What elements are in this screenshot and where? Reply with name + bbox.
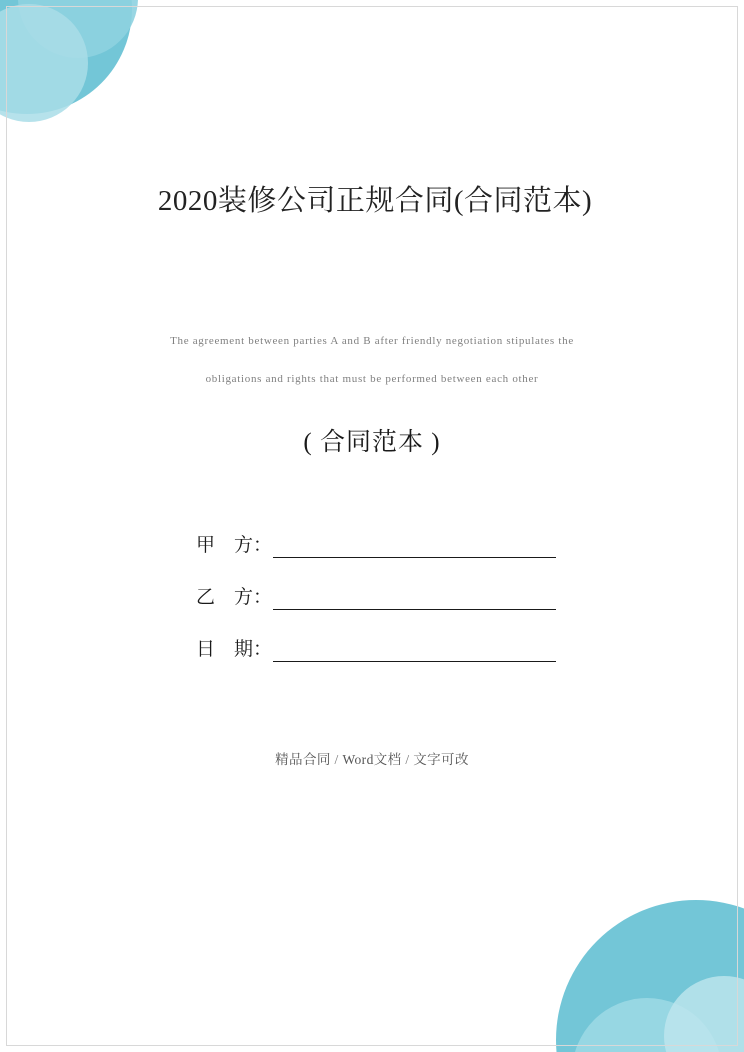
subtitle-english-line-1: The agreement between parties A and B after friendly negotiation stipulates the xyxy=(170,335,574,347)
field-row-party-a xyxy=(196,528,556,558)
field-row-date xyxy=(196,632,556,662)
page-title: 2020装修公司正规合同(合同范本) xyxy=(157,185,593,217)
footer-item-2: Word文档 xyxy=(342,752,402,767)
subtitle-english xyxy=(122,322,622,398)
field-input-party-b[interactable] xyxy=(273,589,556,610)
field-label-party-b: 乙 方： xyxy=(196,587,273,608)
field-label-date: 日 期： xyxy=(196,639,273,660)
contract-template-label: ( 合同范本 ) xyxy=(303,429,441,456)
field-input-date[interactable] xyxy=(273,641,556,662)
footer-separator-1: / xyxy=(334,752,339,767)
footer-item-3: 文字可改 xyxy=(413,752,469,767)
signature-fields xyxy=(196,528,556,684)
footer-note xyxy=(172,748,572,768)
field-input-party-a[interactable] xyxy=(273,537,556,558)
field-label-party-a: 甲 方： xyxy=(196,535,273,556)
footer-separator-2: / xyxy=(405,752,410,767)
footer-item-1: 精品合同 xyxy=(275,752,331,767)
field-row-party-b xyxy=(196,580,556,610)
subtitle-english-line-2: obligations and rights that must be performed between each other xyxy=(205,373,539,385)
